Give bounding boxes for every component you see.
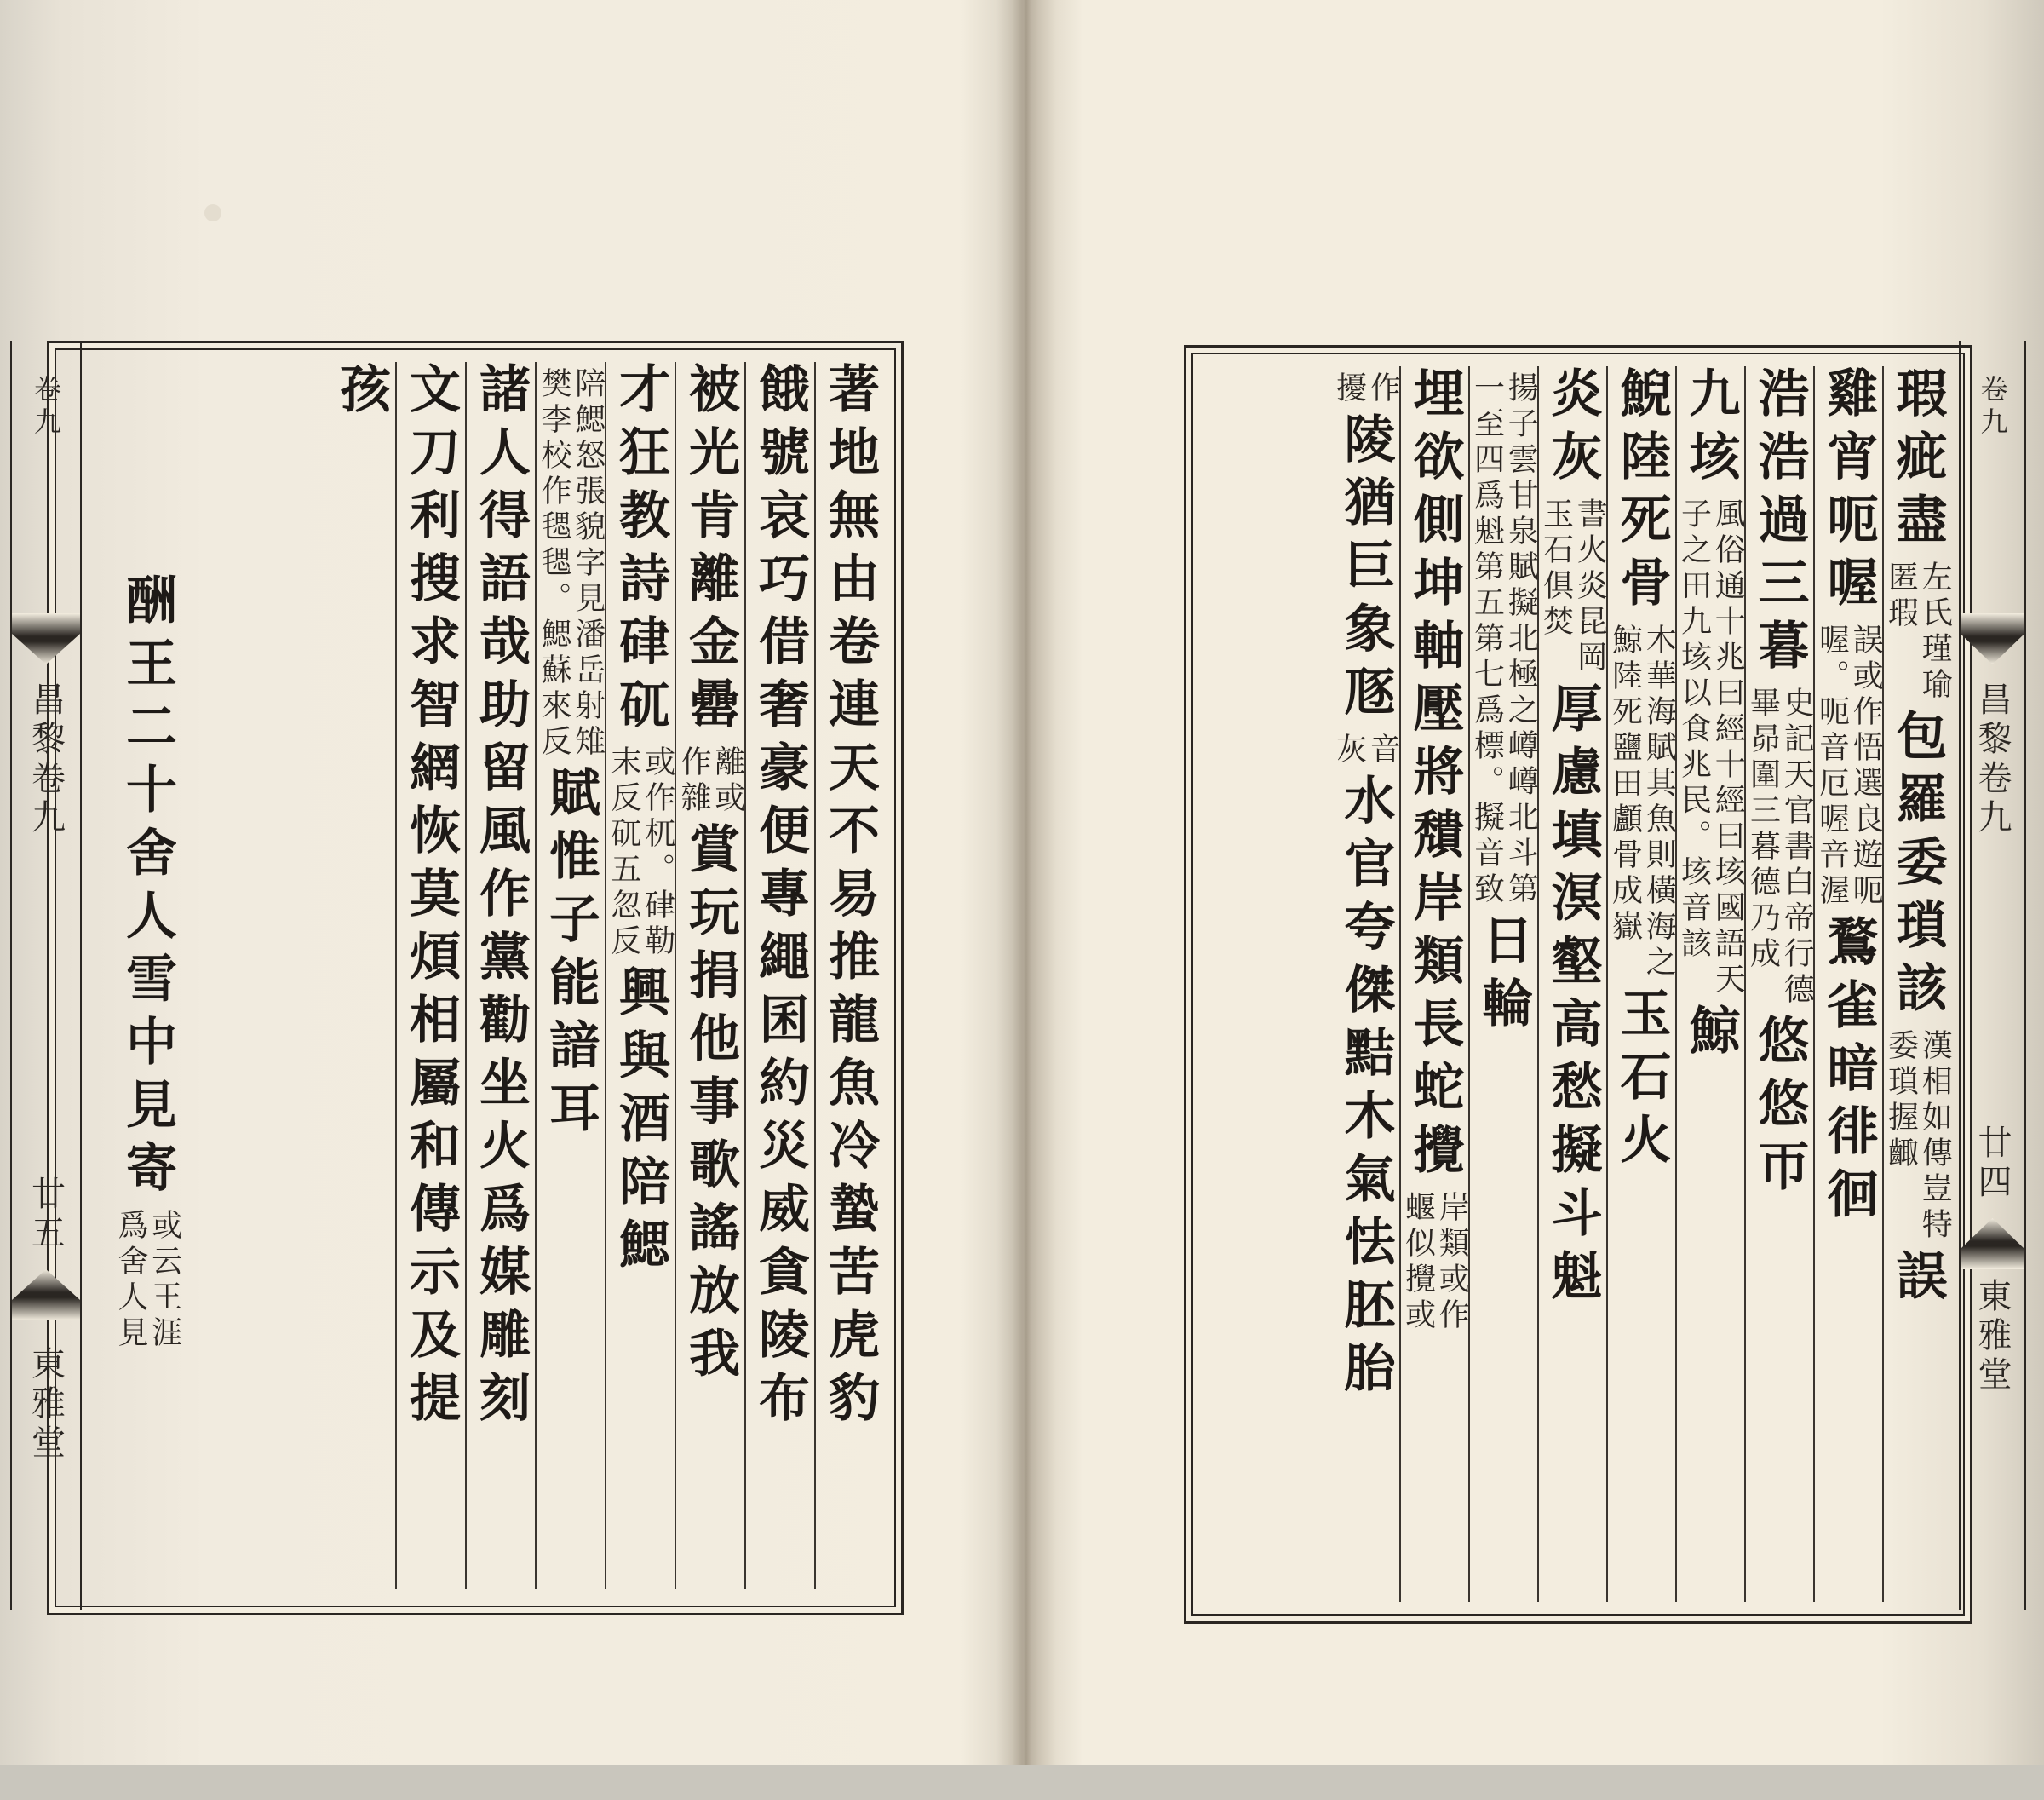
commentary-note	[1402, 1191, 1468, 1334]
banxin-top: 卷九	[30, 375, 62, 440]
banxin-publisher: 東雅堂	[26, 1346, 66, 1464]
text-column	[327, 362, 395, 1589]
commentary-line: 灰	[1331, 733, 1367, 768]
main-text: 鯢陸死骨	[1611, 366, 1672, 618]
main-text: 炎灰	[1542, 366, 1603, 492]
commentary-line: 風俗通十兆曰經十經曰垓國語天	[1710, 497, 1746, 998]
commentary-line: 畢昴圍三暮德乃成	[1745, 687, 1781, 973]
text-column	[465, 362, 535, 1589]
commentary-note	[1885, 1029, 1951, 1244]
text-column	[1675, 366, 1744, 1602]
text-column	[395, 362, 465, 1589]
commentary-line: 委瑣握齱	[1883, 1029, 1919, 1172]
commentary-line: 喔。呃音厄喔音渥	[1814, 624, 1850, 910]
fish-tail-mark	[1961, 1218, 2024, 1269]
text-column	[814, 362, 884, 1589]
commentary-line: 子之田九垓以食兆民。垓音該	[1676, 497, 1712, 963]
title-note-line: 或云王涯	[146, 1209, 182, 1352]
commentary-note	[677, 745, 744, 817]
main-text: 餓號哀巧借奢豪便專繩囷約災威貪陵布	[750, 362, 810, 1434]
commentary-line: 漢相如傳豈特	[1917, 1029, 1953, 1244]
commentary-line: 誤或作悟選良遊呃	[1848, 624, 1884, 910]
title-note	[114, 1209, 181, 1352]
main-text: 文刀利搜求智網恢莫煩相屬和傳示及提	[401, 362, 461, 1434]
main-text: 厚慮填溟壑高愁擬斗魁	[1542, 681, 1603, 1312]
right-text-frame	[1184, 345, 1972, 1624]
main-text: 興與酒陪鰓	[611, 965, 670, 1280]
main-text: 被光肯離金罍	[680, 362, 740, 740]
commentary-note	[1678, 497, 1744, 998]
commentary-note	[537, 367, 604, 761]
main-text: 孩	[331, 362, 391, 425]
main-text: 玉石火	[1611, 986, 1672, 1176]
main-text: 九垓	[1680, 366, 1741, 492]
commentary-line: 玉石俱焚	[1538, 497, 1574, 641]
banxin-folio: 廿四	[1972, 1124, 2012, 1203]
main-text: 包羅委瑣該	[1887, 709, 1948, 1024]
main-text: 瑕疵盡	[1887, 366, 1948, 555]
commentary-line: 一至四爲魁第五第七爲標。擬音致	[1469, 371, 1505, 908]
commentary-line: 木華海賦其魚則橫海之	[1641, 624, 1677, 981]
commentary-note	[607, 745, 674, 960]
commentary-note	[1333, 371, 1399, 407]
commentary-line: 鯨陸死鹽田顱骨成嶽	[1607, 624, 1643, 946]
fish-tail-mark	[1961, 613, 2024, 664]
commentary-line: 作	[1365, 371, 1401, 407]
left-columns	[194, 362, 884, 1589]
commentary-line: 離或	[709, 745, 745, 817]
text-column	[605, 362, 675, 1589]
commentary-line: 陪鰓怒張貌字見潘岳射雉	[570, 367, 606, 761]
main-text: 著地無由卷連天不易推龍魚冷蟄苦虎豹	[820, 362, 880, 1434]
right-page	[1039, 0, 2010, 1765]
text-column	[1882, 366, 1951, 1602]
main-text: 雞宵呃喔	[1818, 366, 1879, 618]
commentary-line: 音	[1365, 733, 1401, 768]
commentary-note	[1333, 733, 1399, 768]
text-column	[1332, 366, 1399, 1602]
commentary-line: 左氏瑾瑜	[1917, 561, 1953, 704]
main-text: 埋欲側坤軸壓將穨岸類長蛇攪	[1404, 366, 1465, 1186]
main-text: 鯨	[1680, 1004, 1741, 1067]
main-text: 陵猶巨象豗	[1335, 412, 1396, 727]
commentary-line: 岸類或作	[1434, 1191, 1470, 1334]
right-columns	[1202, 366, 1951, 1602]
main-text: 鶩雀暗徘徊	[1818, 915, 1879, 1230]
main-text: 水官夸傑黠木氣怯胚胎	[1335, 773, 1396, 1404]
commentary-line: 末反矹五忽反	[606, 745, 641, 960]
commentary-line: 樊李校作毸毸。鰓蘇來反	[537, 367, 571, 761]
text-column	[1606, 366, 1675, 1602]
commentary-line: 或作杌。硉勒	[640, 745, 675, 960]
text-column	[1537, 366, 1606, 1602]
text-column	[1813, 366, 1882, 1602]
commentary-line: 作雜	[676, 745, 711, 817]
main-text: 賞玩捐他事歌謠放我	[680, 822, 740, 1389]
banxin-title: 昌黎卷九	[1972, 681, 2012, 838]
main-text: 惟子能諳耳	[541, 829, 600, 1144]
fish-tail-mark	[12, 1269, 80, 1320]
main-text: 賦	[541, 766, 600, 829]
banxin-title: 昌黎卷九	[26, 681, 66, 838]
left-page	[26, 0, 1022, 1765]
main-text: 諸人得語哉助留風作黨勸坐火爲媒雕刻	[471, 362, 531, 1434]
text-column	[1744, 366, 1813, 1602]
text-column	[744, 362, 814, 1589]
fish-tail-mark	[12, 613, 80, 664]
text-column	[1399, 366, 1468, 1602]
commentary-note	[1747, 687, 1813, 1009]
main-text: 浩浩過三暮	[1749, 366, 1810, 681]
main-text: 誤	[1887, 1249, 1948, 1312]
banxin-publisher: 東雅堂	[1972, 1278, 2012, 1395]
banxin-folio: 廿五	[26, 1176, 66, 1254]
title-note-line: 爲舍人見	[113, 1209, 148, 1352]
commentary-line: 書火炎昆岡	[1572, 497, 1608, 676]
main-text: 日輪	[1473, 913, 1534, 1039]
text-column	[675, 362, 744, 1589]
commentary-note	[1540, 497, 1606, 676]
commentary-line: 蝘似攪或	[1400, 1191, 1436, 1334]
commentary-note	[1816, 624, 1882, 910]
commentary-note	[1609, 624, 1675, 981]
main-text: 悠悠帀	[1749, 1014, 1810, 1203]
text-column	[535, 362, 605, 1589]
poem-title: 酬王二十舍人雪中見寄	[118, 573, 177, 1204]
left-title-column	[109, 573, 186, 1800]
left-banxin	[10, 341, 82, 1610]
right-banxin	[1959, 341, 2026, 1610]
left-text-frame	[47, 341, 904, 1615]
banxin-top: 卷九	[1976, 375, 2009, 440]
main-text: 才狂教詩硉矹	[611, 362, 670, 740]
commentary-line: 匿瑕	[1883, 561, 1919, 632]
commentary-line: 史記天官書白帝行德	[1779, 687, 1815, 1009]
commentary-note	[1471, 371, 1537, 908]
commentary-line: 擾	[1331, 371, 1367, 407]
commentary-line: 揚子雲甘泉賦擬北極之嶟嶟北斗第	[1503, 371, 1539, 908]
text-column	[1468, 366, 1537, 1602]
commentary-note	[1885, 561, 1951, 704]
